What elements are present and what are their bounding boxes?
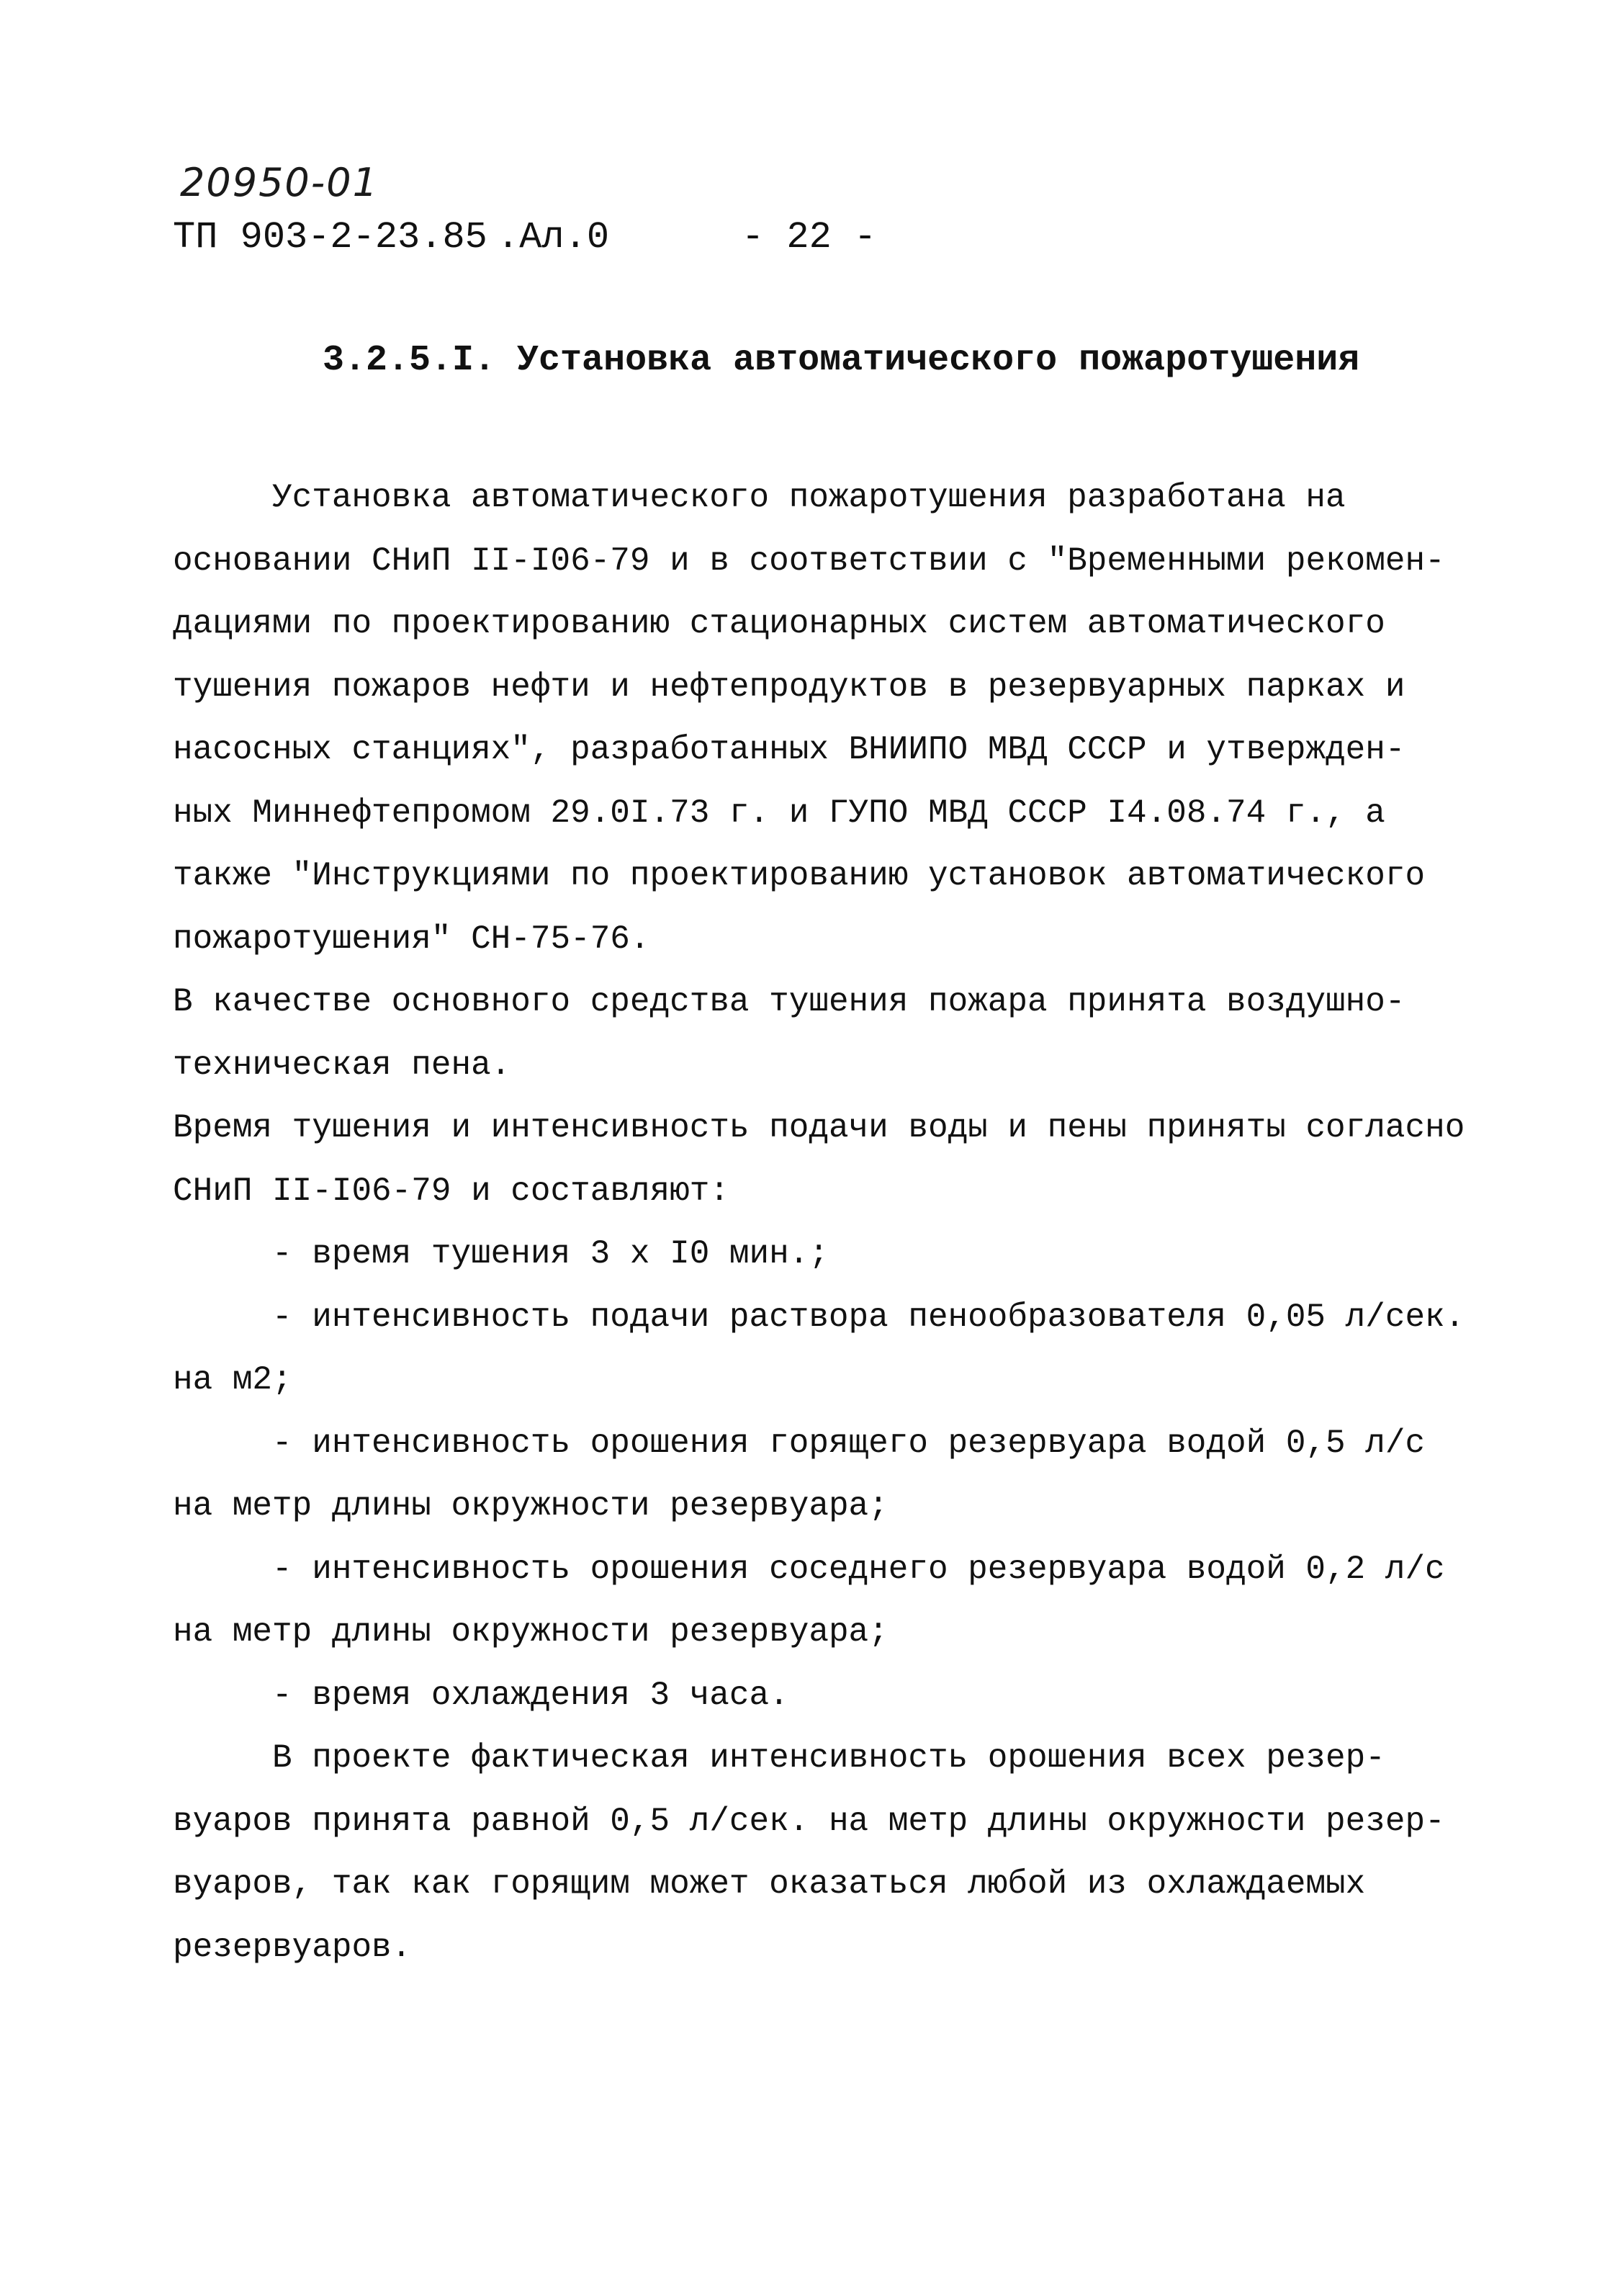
text-line: на метр длины окружности резервуара; [173, 1487, 889, 1525]
text-line: СНиП II-I06-79 и составляют: [173, 1172, 729, 1210]
list-item: - время охлаждения 3 часа. [272, 1676, 789, 1714]
text-line: насосных станциях", разработанных ВНИИПО МВД СССР и утвержден- [173, 731, 1405, 768]
text-line: тушения пожаров нефти и нефтепродуктов в резервуарных парках и [173, 668, 1405, 706]
text-line: ных Миннефтепромом 29.0I.73 г. и ГУПО МВД СССР I4.08.74 г., а [173, 794, 1385, 832]
text-line: Время тушения и интенсивность подачи воды и пены приняты согласно [173, 1109, 1465, 1147]
page-number: - 22 - [742, 216, 877, 259]
text-line: на м2; [173, 1361, 292, 1399]
text-line: В качестве основного средства тушения пожара принята воздушно- [173, 983, 1405, 1021]
list-item: - интенсивность орошения горящего резервуара водой 0,5 л/с [272, 1424, 1426, 1462]
text-line: вуаров, так как горящим может оказаться любой из охлаждаемых [173, 1865, 1366, 1903]
section-title: 3.2.5.I. Установка автоматического пожаротушения [323, 340, 1360, 381]
text-line: техническая пена. [173, 1046, 511, 1084]
text-line: также "Инструкциями по проектированию установок автоматического [173, 857, 1426, 894]
text-line: основании СНиП II-I06-79 и в соответствии с "Временными рекомен- [173, 542, 1445, 580]
text-line: Установка автоматического пожаротушения разработана на [272, 479, 1346, 516]
handwritten-inventory-number: 20950-01 [180, 160, 379, 205]
text-line: В проекте фактическая интенсивность орошения всех резер- [272, 1739, 1385, 1777]
album-number: .Ал.0 [497, 216, 610, 259]
text-line: резервуаров. [173, 1928, 412, 1966]
text-line: пожаротушения" СН-75-76. [173, 920, 650, 958]
list-item: - интенсивность орошения соседнего резервуара водой 0,2 л/с [272, 1550, 1445, 1588]
body-text [173, 467, 1465, 1979]
text-line: дациями по проектированию стационарных систем автоматического [173, 605, 1385, 642]
text-line: на метр длины окружности резервуара; [173, 1613, 889, 1651]
list-item: - интенсивность подачи раствора пенообразователя 0,05 л/сек. [272, 1298, 1465, 1336]
list-item: - время тушения 3 х I0 мин.; [272, 1235, 829, 1273]
document-code: ТП 903-2-23.85 [173, 216, 487, 259]
text-line: вуаров принята равной 0,5 л/сек. на метр длины окружности резер- [173, 1802, 1445, 1840]
